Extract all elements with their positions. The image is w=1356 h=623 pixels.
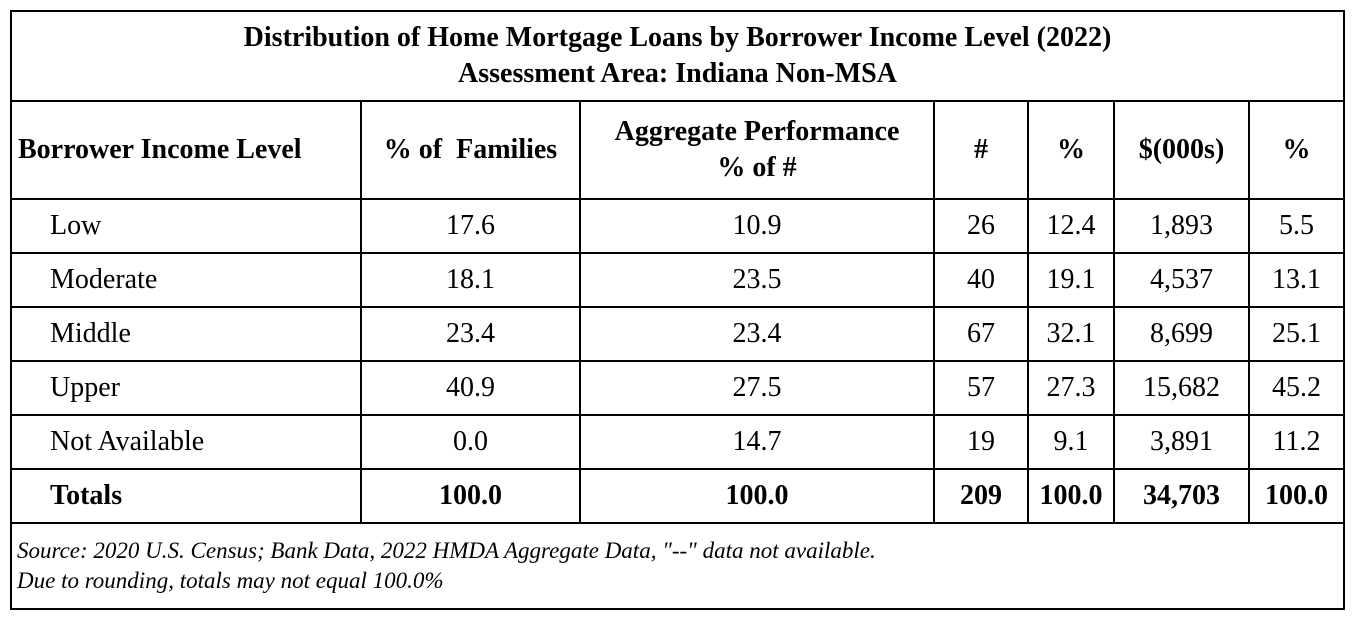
table-row [11, 199, 1344, 253]
cell-pct-count: 27.3 [1028, 361, 1114, 415]
cell-count: 67 [934, 307, 1028, 361]
totals-aggregate: 100.0 [580, 469, 934, 523]
header-income-level: Borrower Income Level [11, 101, 361, 199]
header-row [11, 101, 1344, 199]
table-row [11, 415, 1344, 469]
cell-pct-dollars: 25.1 [1249, 307, 1344, 361]
cell-pct-count: 19.1 [1028, 253, 1114, 307]
header-pct-families: % of Families [361, 101, 580, 199]
cell-count: 40 [934, 253, 1028, 307]
header-dollars: $(000s) [1114, 101, 1249, 199]
source-line-1: Source: 2020 U.S. Census; Bank Data, 2022 HMDA Aggregate Data, "--" data not available. [17, 538, 876, 563]
cell-aggregate: 27.5 [580, 361, 934, 415]
cell-dollars: 4,537 [1114, 253, 1249, 307]
totals-count: 209 [934, 469, 1028, 523]
cell-dollars: 8,699 [1114, 307, 1249, 361]
totals-label: Totals [11, 469, 361, 523]
totals-row [11, 469, 1344, 523]
totals-pct-count: 100.0 [1028, 469, 1114, 523]
cell-pct-dollars: 13.1 [1249, 253, 1344, 307]
header-aggregate [580, 101, 934, 199]
cell-pct-families: 40.9 [361, 361, 580, 415]
header-aggregate-line-1: Aggregate Performance [614, 116, 900, 147]
totals-pct-families: 100.0 [361, 469, 580, 523]
totals-pct-dollars: 100.0 [1249, 469, 1344, 523]
cell-pct-count: 32.1 [1028, 307, 1114, 361]
cell-pct-dollars: 5.5 [1249, 199, 1344, 253]
title-line-1: Distribution of Home Mortgage Loans by Borrower Income Level (2022) [243, 22, 1112, 53]
cell-count: 57 [934, 361, 1028, 415]
cell-pct-families: 0.0 [361, 415, 580, 469]
row-label: Moderate [11, 253, 361, 307]
cell-pct-count: 9.1 [1028, 415, 1114, 469]
mortgage-distribution-table [10, 10, 1345, 610]
source-note [11, 523, 1344, 609]
cell-aggregate: 14.7 [580, 415, 934, 469]
header-pct-count: % [1028, 101, 1114, 199]
table-row [11, 361, 1344, 415]
cell-count: 19 [934, 415, 1028, 469]
cell-pct-dollars: 45.2 [1249, 361, 1344, 415]
table-title [11, 11, 1344, 101]
cell-pct-families: 23.4 [361, 307, 580, 361]
table-row [11, 307, 1344, 361]
row-label: Middle [11, 307, 361, 361]
cell-dollars: 15,682 [1114, 361, 1249, 415]
row-label: Low [11, 199, 361, 253]
cell-aggregate: 23.4 [580, 307, 934, 361]
source-line-2: Due to rounding, totals may not equal 100.0% [17, 568, 444, 593]
table-row [11, 253, 1344, 307]
cell-dollars: 1,893 [1114, 199, 1249, 253]
totals-dollars: 34,703 [1114, 469, 1249, 523]
cell-pct-count: 12.4 [1028, 199, 1114, 253]
title-line-2: Assessment Area: Indiana Non-MSA [458, 58, 897, 89]
header-count: # [934, 101, 1028, 199]
row-label: Not Available [11, 415, 361, 469]
header-aggregate-line-2: % of # [717, 152, 797, 183]
cell-pct-families: 17.6 [361, 199, 580, 253]
cell-dollars: 3,891 [1114, 415, 1249, 469]
cell-pct-dollars: 11.2 [1249, 415, 1344, 469]
header-pct-dollars: % [1249, 101, 1344, 199]
row-label: Upper [11, 361, 361, 415]
cell-aggregate: 10.9 [580, 199, 934, 253]
cell-aggregate: 23.5 [580, 253, 934, 307]
cell-count: 26 [934, 199, 1028, 253]
cell-pct-families: 18.1 [361, 253, 580, 307]
